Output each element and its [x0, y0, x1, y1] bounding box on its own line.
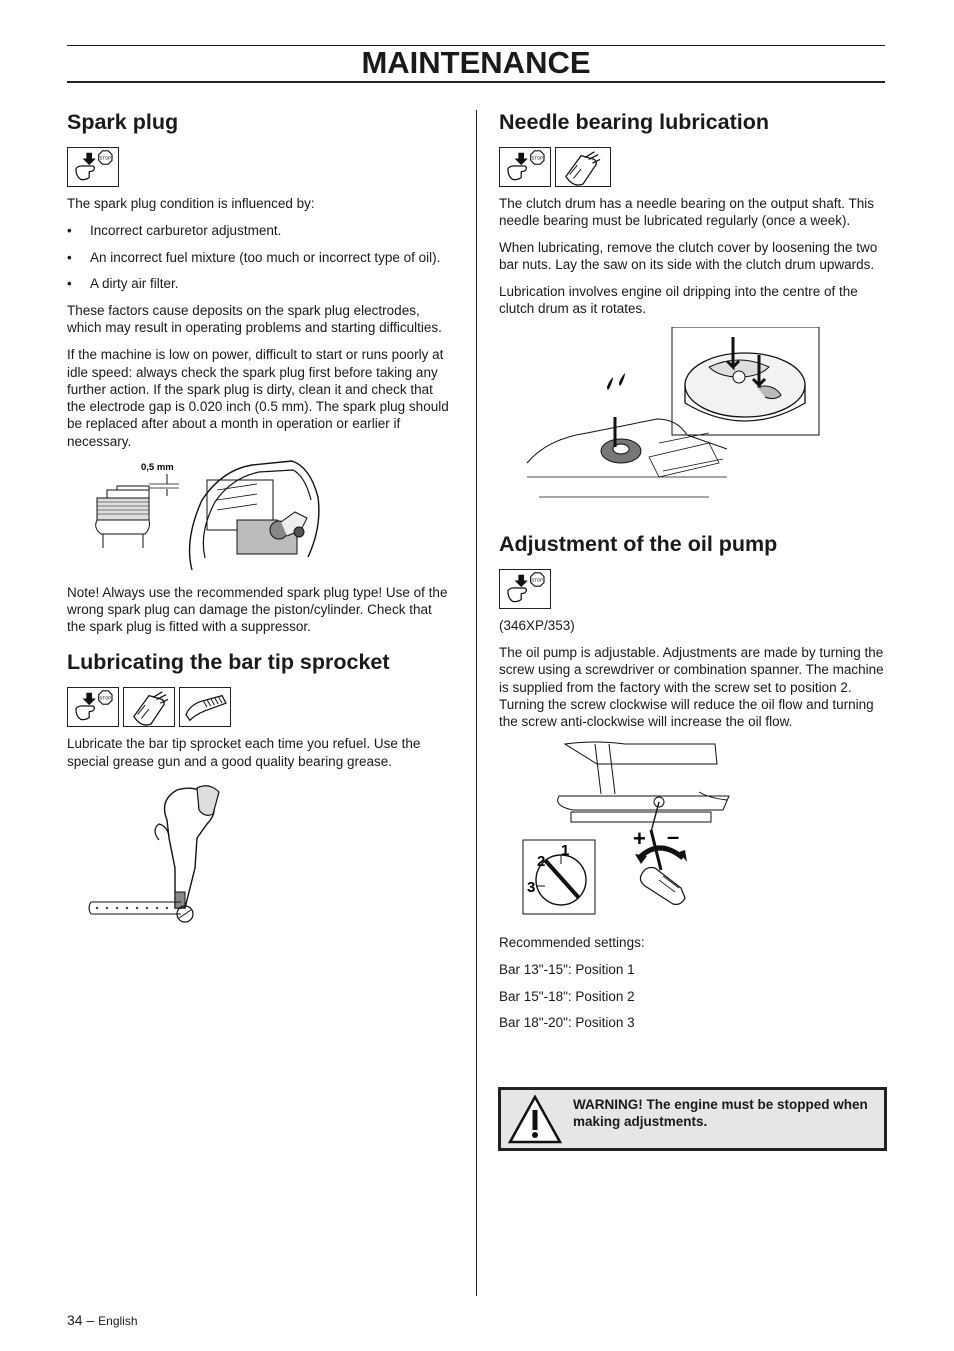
page-title: MAINTENANCE [361, 45, 591, 80]
setting-row: Bar 15"-18": Position 2 [499, 988, 635, 1004]
oil-pump-heading: Adjustment of the oil pump [499, 532, 778, 557]
gap-label: 0,5 mm [141, 461, 174, 473]
spark-plug-para2: If the machine is low on power, difficult to start or runs poorly at idle speed: always check the spark plug first before taking any further action. If the spark plug is dirty, clean it and check that the electrode gap is 0.020 inch (0.5 mm). The spark plug should be replaced after about a month in operation or earlier if necessary. [67, 347, 449, 449]
stop-engine-icon [499, 147, 551, 187]
dial-label-3: 3 [527, 879, 536, 897]
setting-row: Bar 18"-20": Position 3 [499, 1015, 635, 1031]
column-divider [476, 110, 477, 1296]
stop-engine-icon [67, 687, 119, 727]
oil-pump-icons [499, 569, 887, 609]
bar-tip-text: Lubricate the bar tip sprocket each time you refuel. Use the special grease gun and a good quality bearing grease. [67, 736, 421, 769]
list-item: • An incorrect fuel mixture (too much or incorrect type of oil). [67, 249, 453, 266]
oil-pump-models: (346XP/353) [499, 618, 575, 634]
oil-pump-text: The oil pump is adjustable. Adjustments are made by turning the screw using a screwdriver or combination spanner. The machine is supplied from the factory with the screw set to position 2. Turning the screw clockwise will reduce the oil flow and turning the screw anti-clockwise will increase the oil flow. [499, 645, 884, 730]
increase-plus: + [633, 826, 646, 852]
glove-icon [555, 147, 611, 187]
oil-pump-illustration [499, 740, 887, 920]
needle-bearing-illustration [499, 327, 887, 513]
dial-label-1: 1 [561, 842, 570, 860]
stop-engine-icon [67, 147, 119, 187]
brush-icon [179, 687, 231, 727]
left-column [67, 109, 453, 930]
spark-plug-bullets [67, 222, 453, 293]
list-item: • A dirty air filter. [67, 275, 453, 292]
dial-label-2: 2 [537, 853, 546, 871]
spark-plug-illustration [67, 460, 453, 578]
needle-bearing-para2: When lubricating, remove the clutch cover by loosening the two bar nuts. Lay the saw on its side with the clutch drum upwards. [499, 240, 878, 273]
right-column [499, 109, 887, 1041]
bar-tip-heading: Lubricating the bar tip sprocket [67, 650, 390, 675]
stop-engine-icon [499, 569, 551, 609]
bar-tip-icons [67, 687, 453, 727]
spark-plug-para1: These factors cause deposits on the spark plug electrodes, which may result in operating problems and starting difficulties. [67, 303, 442, 336]
page-footer [67, 1312, 138, 1328]
list-item: • Incorrect carburetor adjustment. [67, 222, 453, 239]
svg-text:STOP: STOP [99, 155, 112, 161]
needle-bearing-para3: Lubrication involves engine oil dripping into the centre of the clutch drum as it rotates. [499, 284, 858, 317]
needle-bearing-icons [499, 147, 887, 187]
svg-text:STOP: STOP [531, 577, 544, 583]
settings-title: Recommended settings: [499, 935, 645, 951]
page-number: 34 – [67, 1312, 95, 1328]
footer-language: English [98, 1314, 138, 1328]
warning-text: WARNING! The engine must be stopped when making adjustments. [573, 1097, 868, 1130]
bar-tip-illustration [67, 780, 453, 930]
svg-text:STOP: STOP [99, 695, 112, 701]
spark-plug-heading: Spark plug [67, 110, 179, 134]
decrease-minus: – [667, 824, 680, 850]
header-bottom-rule [67, 81, 885, 83]
warning-box [498, 1087, 887, 1151]
setting-row: Bar 13"-15": Position 1 [499, 961, 635, 977]
glove-icon [123, 687, 175, 727]
spark-plug-intro: The spark plug condition is influenced by: [67, 196, 315, 211]
spark-plug-note: Note! Always use the recommended spark plug type! Use of the wrong spark plug can damage the piston/cylinder. Check that the spark plug is fitted with a suppressor. [67, 584, 448, 635]
warning-triangle-icon [507, 1094, 563, 1146]
spark-plug-icons [67, 147, 453, 187]
needle-bearing-heading: Needle bearing lubrication [499, 110, 769, 134]
svg-text:STOP: STOP [531, 155, 544, 161]
needle-bearing-para1: The clutch drum has a needle bearing on the output shaft. This needle bearing must be lubricated regularly (once a week). [499, 196, 874, 229]
